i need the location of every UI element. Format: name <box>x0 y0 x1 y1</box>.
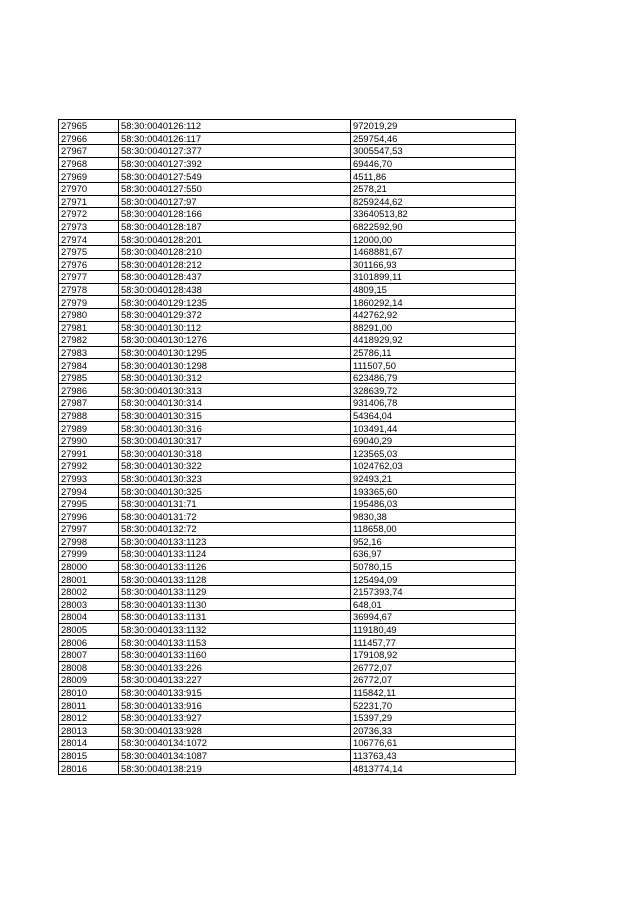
row-number-cell: 27982 <box>59 334 119 347</box>
value-cell: 3005547,53 <box>351 145 516 158</box>
cadastral-number-cell: 58:30:0040127:550 <box>119 182 351 195</box>
value-cell: 25786,11 <box>351 346 516 359</box>
table-row <box>59 283 516 296</box>
table-row <box>59 711 516 724</box>
data-table <box>58 119 516 775</box>
row-number-cell: 28012 <box>59 711 119 724</box>
table-row <box>59 258 516 271</box>
row-number-cell: 28009 <box>59 674 119 687</box>
row-number-cell: 28004 <box>59 611 119 624</box>
cadastral-number-cell: 58:30:0040133:227 <box>119 674 351 687</box>
row-number-cell: 27987 <box>59 397 119 410</box>
row-number-cell: 28010 <box>59 686 119 699</box>
table-row <box>59 296 516 309</box>
value-cell: 115842,11 <box>351 686 516 699</box>
value-cell: 4511,86 <box>351 170 516 183</box>
table-row <box>59 447 516 460</box>
row-number-cell: 28011 <box>59 699 119 712</box>
row-number-cell: 28000 <box>59 560 119 573</box>
value-cell: 8259244,62 <box>351 195 516 208</box>
row-number-cell: 27989 <box>59 422 119 435</box>
cadastral-number-cell: 58:30:0040130:1276 <box>119 334 351 347</box>
value-cell: 12000,00 <box>351 233 516 246</box>
cadastral-number-cell: 58:30:0040130:323 <box>119 472 351 485</box>
table-body <box>59 120 516 775</box>
value-cell: 26772,07 <box>351 674 516 687</box>
row-number-cell: 27995 <box>59 497 119 510</box>
value-cell: 118658,00 <box>351 523 516 536</box>
cadastral-number-cell: 58:30:0040129:1235 <box>119 296 351 309</box>
table-row <box>59 195 516 208</box>
row-number-cell: 28013 <box>59 724 119 737</box>
cadastral-number-cell: 58:30:0040133:1124 <box>119 548 351 561</box>
cadastral-number-cell: 58:30:0040130:325 <box>119 485 351 498</box>
row-number-cell: 28016 <box>59 762 119 775</box>
row-number-cell: 27992 <box>59 460 119 473</box>
row-number-cell: 27980 <box>59 308 119 321</box>
table-row <box>59 120 516 133</box>
value-cell: 4809,15 <box>351 283 516 296</box>
row-number-cell: 27988 <box>59 409 119 422</box>
row-number-cell: 27991 <box>59 447 119 460</box>
table-row <box>59 271 516 284</box>
table-row <box>59 636 516 649</box>
value-cell: 88291,00 <box>351 321 516 334</box>
row-number-cell: 27971 <box>59 195 119 208</box>
table-row <box>59 145 516 158</box>
cadastral-number-cell: 58:30:0040130:313 <box>119 384 351 397</box>
cadastral-number-cell: 58:30:0040129:372 <box>119 308 351 321</box>
value-cell: 931406,78 <box>351 397 516 410</box>
row-number-cell: 27972 <box>59 208 119 221</box>
cadastral-number-cell: 58:30:0040131:72 <box>119 510 351 523</box>
cadastral-number-cell: 58:30:0040133:927 <box>119 711 351 724</box>
value-cell: 6822592,90 <box>351 220 516 233</box>
value-cell: 123565,03 <box>351 447 516 460</box>
table-row <box>59 472 516 485</box>
table-row <box>59 208 516 221</box>
row-number-cell: 28001 <box>59 573 119 586</box>
table-row <box>59 245 516 258</box>
cadastral-number-cell: 58:30:0040128:437 <box>119 271 351 284</box>
table-row <box>59 699 516 712</box>
value-cell: 106776,61 <box>351 737 516 750</box>
cadastral-number-cell: 58:30:0040130:314 <box>119 397 351 410</box>
cadastral-number-cell: 58:30:0040133:1130 <box>119 598 351 611</box>
table-row <box>59 762 516 775</box>
table-row <box>59 434 516 447</box>
value-cell: 648,01 <box>351 598 516 611</box>
row-number-cell: 27970 <box>59 182 119 195</box>
table-row <box>59 359 516 372</box>
table-row <box>59 661 516 674</box>
value-cell: 54364,04 <box>351 409 516 422</box>
cadastral-number-cell: 58:30:0040130:315 <box>119 409 351 422</box>
value-cell: 33640513,82 <box>351 208 516 221</box>
row-number-cell: 27998 <box>59 535 119 548</box>
value-cell: 952,16 <box>351 535 516 548</box>
row-number-cell: 27985 <box>59 371 119 384</box>
table-row <box>59 334 516 347</box>
value-cell: 36994,67 <box>351 611 516 624</box>
cadastral-number-cell: 58:30:0040133:1132 <box>119 623 351 636</box>
cadastral-number-cell: 58:30:0040133:1129 <box>119 585 351 598</box>
table-row <box>59 674 516 687</box>
value-cell: 623486,79 <box>351 371 516 384</box>
row-number-cell: 28002 <box>59 585 119 598</box>
table-row <box>59 170 516 183</box>
value-cell: 2578,21 <box>351 182 516 195</box>
row-number-cell: 27965 <box>59 120 119 133</box>
table-row <box>59 308 516 321</box>
cadastral-number-cell: 58:30:0040128:166 <box>119 208 351 221</box>
table-row <box>59 510 516 523</box>
value-cell: 4813774,14 <box>351 762 516 775</box>
cadastral-number-cell: 58:30:0040134:1087 <box>119 749 351 762</box>
cadastral-number-cell: 58:30:0040133:1153 <box>119 636 351 649</box>
row-number-cell: 28005 <box>59 623 119 636</box>
table-row <box>59 157 516 170</box>
value-cell: 301166,93 <box>351 258 516 271</box>
row-number-cell: 27979 <box>59 296 119 309</box>
cadastral-number-cell: 58:30:0040127:377 <box>119 145 351 158</box>
table-row <box>59 384 516 397</box>
cadastral-number-cell: 58:30:0040128:212 <box>119 258 351 271</box>
value-cell: 50780,15 <box>351 560 516 573</box>
table-row <box>59 321 516 334</box>
cadastral-number-cell: 58:30:0040133:226 <box>119 661 351 674</box>
value-cell: 125494,09 <box>351 573 516 586</box>
table-row <box>59 598 516 611</box>
value-cell: 636,97 <box>351 548 516 561</box>
table-row <box>59 724 516 737</box>
value-cell: 15397,29 <box>351 711 516 724</box>
row-number-cell: 27993 <box>59 472 119 485</box>
row-number-cell: 27974 <box>59 233 119 246</box>
cadastral-number-cell: 58:30:0040127:392 <box>119 157 351 170</box>
table-row <box>59 686 516 699</box>
table-row <box>59 535 516 548</box>
value-cell: 119180,49 <box>351 623 516 636</box>
cadastral-number-cell: 58:30:0040127:97 <box>119 195 351 208</box>
row-number-cell: 27968 <box>59 157 119 170</box>
value-cell: 103491,44 <box>351 422 516 435</box>
table-row <box>59 623 516 636</box>
table-row <box>59 573 516 586</box>
value-cell: 26772,07 <box>351 661 516 674</box>
table-row <box>59 132 516 145</box>
table-row <box>59 648 516 661</box>
value-cell: 179108,92 <box>351 648 516 661</box>
row-number-cell: 27996 <box>59 510 119 523</box>
cadastral-number-cell: 58:30:0040138:219 <box>119 762 351 775</box>
value-cell: 195486,03 <box>351 497 516 510</box>
table-row <box>59 220 516 233</box>
row-number-cell: 28003 <box>59 598 119 611</box>
row-number-cell: 27978 <box>59 283 119 296</box>
table-row <box>59 548 516 561</box>
cadastral-number-cell: 58:30:0040130:316 <box>119 422 351 435</box>
value-cell: 972019,29 <box>351 120 516 133</box>
value-cell: 52231,70 <box>351 699 516 712</box>
row-number-cell: 27999 <box>59 548 119 561</box>
cadastral-number-cell: 58:30:0040131:71 <box>119 497 351 510</box>
row-number-cell: 27984 <box>59 359 119 372</box>
cadastral-number-cell: 58:30:0040128:438 <box>119 283 351 296</box>
cadastral-number-cell: 58:30:0040128:201 <box>119 233 351 246</box>
cadastral-number-cell: 58:30:0040133:1131 <box>119 611 351 624</box>
row-number-cell: 28015 <box>59 749 119 762</box>
table-row <box>59 611 516 624</box>
cadastral-number-cell: 58:30:0040133:928 <box>119 724 351 737</box>
row-number-cell: 27976 <box>59 258 119 271</box>
row-number-cell: 27981 <box>59 321 119 334</box>
cadastral-number-cell: 58:30:0040126:117 <box>119 132 351 145</box>
value-cell: 9830,38 <box>351 510 516 523</box>
row-number-cell: 28007 <box>59 648 119 661</box>
table-row <box>59 737 516 750</box>
value-cell: 4418929,92 <box>351 334 516 347</box>
cadastral-number-cell: 58:30:0040130:1295 <box>119 346 351 359</box>
cadastral-number-cell: 58:30:0040128:187 <box>119 220 351 233</box>
cadastral-number-cell: 58:30:0040133:915 <box>119 686 351 699</box>
row-number-cell: 28014 <box>59 737 119 750</box>
row-number-cell: 27969 <box>59 170 119 183</box>
row-number-cell: 27977 <box>59 271 119 284</box>
value-cell: 2157393,74 <box>351 585 516 598</box>
table-row <box>59 346 516 359</box>
table-row <box>59 485 516 498</box>
cadastral-number-cell: 58:30:0040133:1126 <box>119 560 351 573</box>
cadastral-number-cell: 58:30:0040130:322 <box>119 460 351 473</box>
table-row <box>59 397 516 410</box>
value-cell: 1024762,03 <box>351 460 516 473</box>
value-cell: 442762,92 <box>351 308 516 321</box>
row-number-cell: 28006 <box>59 636 119 649</box>
table-row <box>59 749 516 762</box>
cadastral-number-cell: 58:30:0040134:1072 <box>119 737 351 750</box>
cadastral-number-cell: 58:30:0040127:549 <box>119 170 351 183</box>
cadastral-number-cell: 58:30:0040128:210 <box>119 245 351 258</box>
table-row <box>59 523 516 536</box>
table-row <box>59 422 516 435</box>
table-row <box>59 233 516 246</box>
table-row <box>59 585 516 598</box>
cadastral-number-cell: 58:30:0040130:1298 <box>119 359 351 372</box>
row-number-cell: 27997 <box>59 523 119 536</box>
table-row <box>59 371 516 384</box>
table-row <box>59 460 516 473</box>
cadastral-number-cell: 58:30:0040130:312 <box>119 371 351 384</box>
value-cell: 69446,70 <box>351 157 516 170</box>
value-cell: 3101899,11 <box>351 271 516 284</box>
value-cell: 92493,21 <box>351 472 516 485</box>
value-cell: 20736,33 <box>351 724 516 737</box>
row-number-cell: 27986 <box>59 384 119 397</box>
cadastral-number-cell: 58:30:0040126:112 <box>119 120 351 133</box>
cadastral-number-cell: 58:30:0040130:317 <box>119 434 351 447</box>
value-cell: 113763,43 <box>351 749 516 762</box>
row-number-cell: 27973 <box>59 220 119 233</box>
cadastral-number-cell: 58:30:0040133:1160 <box>119 648 351 661</box>
value-cell: 193365,60 <box>351 485 516 498</box>
table-row <box>59 409 516 422</box>
cadastral-number-cell: 58:30:0040132:72 <box>119 523 351 536</box>
cadastral-number-cell: 58:30:0040133:1128 <box>119 573 351 586</box>
table-row <box>59 497 516 510</box>
value-cell: 69040,29 <box>351 434 516 447</box>
row-number-cell: 27966 <box>59 132 119 145</box>
value-cell: 1468881,67 <box>351 245 516 258</box>
table-row <box>59 560 516 573</box>
cadastral-number-cell: 58:30:0040133:916 <box>119 699 351 712</box>
row-number-cell: 27975 <box>59 245 119 258</box>
value-cell: 259754,46 <box>351 132 516 145</box>
row-number-cell: 27983 <box>59 346 119 359</box>
value-cell: 111507,50 <box>351 359 516 372</box>
cadastral-number-cell: 58:30:0040130:112 <box>119 321 351 334</box>
value-cell: 328639,72 <box>351 384 516 397</box>
table-row <box>59 182 516 195</box>
value-cell: 1860292,14 <box>351 296 516 309</box>
row-number-cell: 27967 <box>59 145 119 158</box>
row-number-cell: 28008 <box>59 661 119 674</box>
value-cell: 111457,77 <box>351 636 516 649</box>
row-number-cell: 27990 <box>59 434 119 447</box>
cadastral-number-cell: 58:30:0040133:1123 <box>119 535 351 548</box>
cadastral-number-cell: 58:30:0040130:318 <box>119 447 351 460</box>
row-number-cell: 27994 <box>59 485 119 498</box>
